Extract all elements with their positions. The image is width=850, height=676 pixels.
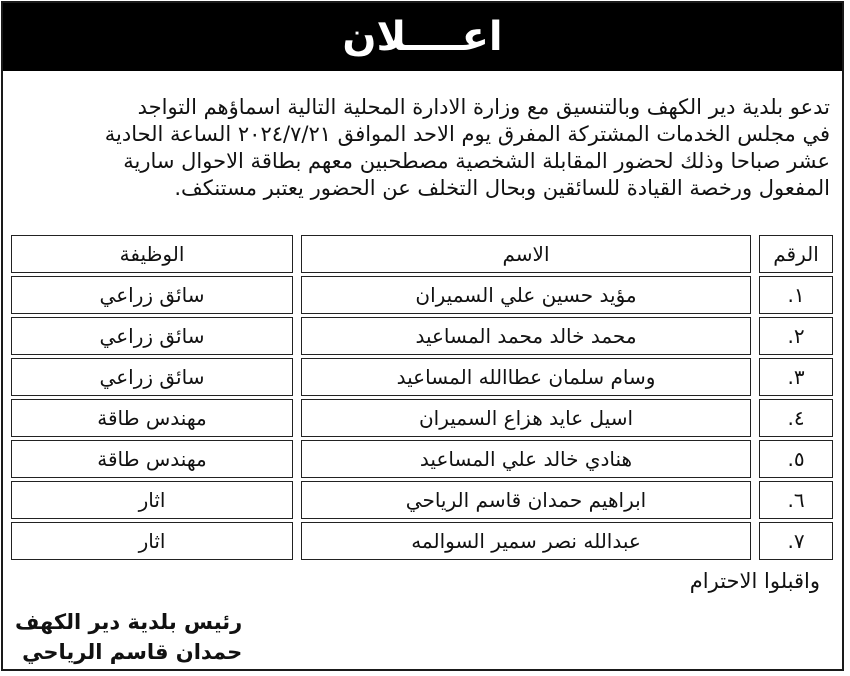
header-name: الاسم [301,235,751,273]
row-number: ٤. [759,399,833,437]
table-row [11,397,833,438]
row-job: اثار [11,522,293,560]
announcement-body [13,94,830,202]
row-name: مؤيد حسين علي السميران [301,276,751,314]
candidates-table [11,233,833,561]
closing-text: واقبلوا الاحترام [689,569,820,593]
row-job: سائق زراعي [11,358,293,396]
table-row [11,356,833,397]
signature-block [15,607,242,667]
announcement-title: اعــــلان [3,3,842,71]
table-row [11,479,833,520]
row-number: ٢. [759,317,833,355]
body-line: عشر صباحا وذلك لحضور المقابلة الشخصية مصطحبين معهم بطاقة الاحوال سارية [123,149,830,173]
row-number: ٥. [759,440,833,478]
body-line: المفعول ورخصة القيادة للسائقين وبحال التخلف عن الحضور يعتبر مستنكف. [174,176,830,200]
row-number: ٧. [759,522,833,560]
row-number: ٣. [759,358,833,396]
signature-title: رئيس بلدية دير الكهف [15,610,243,634]
table-row [11,438,833,479]
row-job: سائق زراعي [11,317,293,355]
row-number: ١. [759,276,833,314]
row-name: هنادي خالد علي المساعيد [301,440,751,478]
row-job: مهندس طاقة [11,399,293,437]
row-name: عبدالله نصر سمير السوالمه [301,522,751,560]
header-job: الوظيفة [11,235,293,273]
row-job: سائق زراعي [11,276,293,314]
candidates-table-wrap [11,233,833,561]
row-name: اسيل عايد هزاع السميران [301,399,751,437]
table-row [11,274,833,315]
row-name: ابراهيم حمدان قاسم الرياحي [301,481,751,519]
row-job: اثار [11,481,293,519]
row-name: محمد خالد محمد المساعيد [301,317,751,355]
signature-name: حمدان قاسم الرياحي [22,640,243,664]
row-job: مهندس طاقة [11,440,293,478]
row-name: وسام سلمان عطاالله المساعيد [301,358,751,396]
table-header-row [11,233,833,274]
row-number: ٦. [759,481,833,519]
table-row [11,520,833,561]
body-line: في مجلس الخدمات المشتركة المفرق يوم الاحد الموافق ٢٠٢٤/٧/٢١ الساعة الحادية [104,122,830,146]
header-number: الرقم [759,235,833,273]
announcement-frame [1,1,844,671]
table-row [11,315,833,356]
body-line: تدعو بلدية دير الكهف وبالتنسيق مع وزارة الادارة المحلية التالية اسماؤهم التواجد [137,95,830,119]
